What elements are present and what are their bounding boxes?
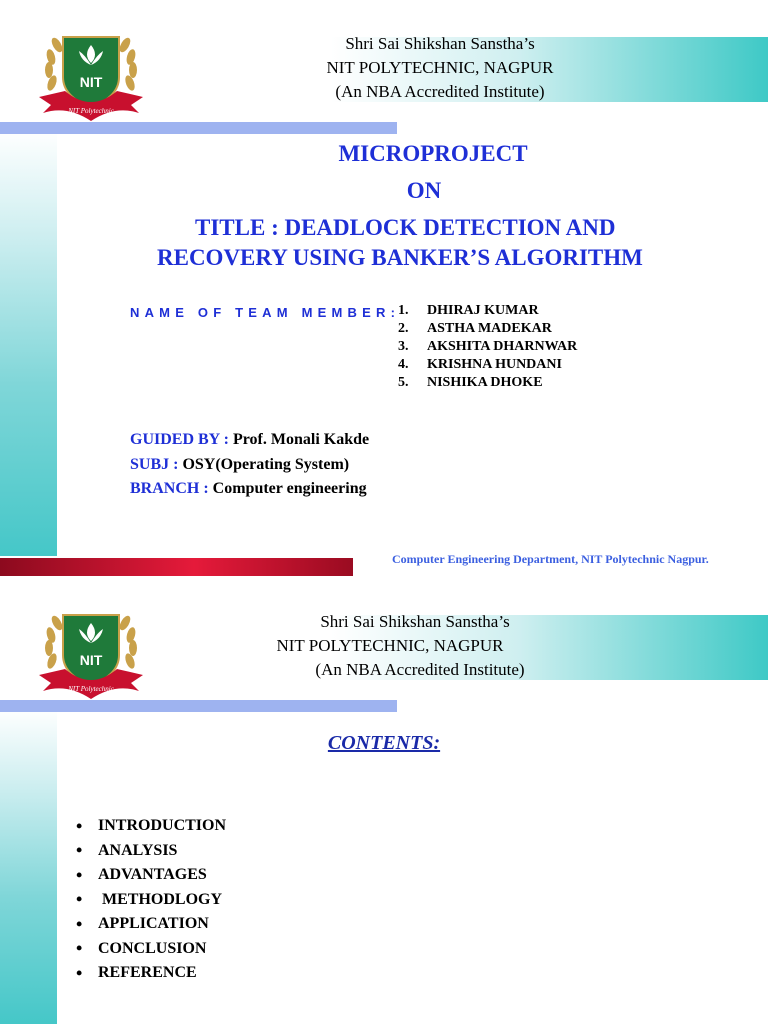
accreditation-note: (An NBA Accredited Institute) [315, 660, 525, 679]
member-name: DHIRAJ KUMAR [427, 303, 539, 318]
nit-logo [35, 25, 147, 123]
team-member-list [398, 302, 577, 392]
institute-header [230, 610, 550, 682]
svg-text:NIT Polytechnic: NIT Polytechnic [68, 107, 114, 115]
contents-slide [0, 578, 768, 1024]
left-gradient-stripe [0, 708, 57, 1024]
svg-text:NIT: NIT [79, 74, 103, 90]
sanstha-name: Shri Sai Shikshan Sanstha’s [345, 34, 535, 53]
contents-list [76, 814, 226, 986]
member-name: ASTHA MADEKAR [427, 321, 552, 336]
list-item: • APPLICATION [76, 913, 209, 934]
list-item: 2. ASTHA MADEKAR [398, 321, 552, 336]
accreditation-note: (An NBA Accredited Institute) [335, 82, 545, 101]
institute-header [260, 32, 620, 104]
subject-value: OSY(Operating System) [182, 456, 350, 473]
branch-label: BRANCH : [130, 480, 213, 497]
bullet-icon: • [76, 840, 83, 861]
guided-by-row [130, 431, 369, 449]
branch-value: Computer engineering [212, 480, 367, 497]
svg-text:NIT Polytechnic: NIT Polytechnic [68, 685, 114, 693]
list-item: • ANALYSIS [76, 840, 178, 861]
svg-text:NIT: NIT [79, 652, 103, 668]
bullet-icon: • [76, 913, 83, 934]
footer-accent-bar [0, 558, 353, 576]
bullet-icon: • [76, 938, 83, 959]
subject-label: SUBJ : [130, 456, 183, 473]
bullet-icon: • [76, 864, 83, 885]
subject-row [130, 456, 349, 474]
list-item: • REFERENCE [76, 962, 197, 983]
on-heading: ON [406, 178, 442, 203]
list-item: 4. KRISHNA HUNDANI [398, 357, 562, 372]
member-name: KRISHNA HUNDANI [427, 357, 562, 372]
header-accent-bar [0, 122, 397, 134]
sanstha-name: Shri Sai Shikshan Sanstha’s [320, 612, 510, 631]
list-item: • CONCLUSION [76, 938, 207, 959]
list-item: 5. NISHIKA DHOKE [398, 375, 543, 390]
project-title-line1: TITLE : DEADLOCK DETECTION AND [195, 215, 616, 240]
project-title-line2: RECOVERY USING BANKER’S ALGORITHM [157, 245, 643, 270]
bullet-icon: • [76, 815, 83, 836]
branch-row [130, 480, 367, 498]
bullet-icon: • [76, 962, 83, 983]
list-item: 1. DHIRAJ KUMAR [398, 303, 539, 318]
microproject-heading: MICROPROJECT [338, 141, 528, 166]
department-footer: Computer Engineering Department, NIT Polytechnic Nagpur. [392, 552, 709, 566]
bullet-icon: • [76, 889, 83, 910]
member-name: AKSHITA DHARNWAR [427, 339, 578, 354]
list-item: 3. AKSHITA DHARNWAR [398, 339, 578, 354]
nit-logo [35, 603, 147, 701]
institute-name: NIT POLYTECHNIC, NAGPUR [276, 636, 504, 655]
contents-heading: CONTENTS: [327, 732, 441, 754]
list-item: • INTRODUCTION [76, 815, 227, 836]
member-name: NISHIKA DHOKE [427, 375, 543, 390]
header-accent-bar [0, 700, 397, 712]
guide-name: Prof. Monali Kakde [232, 431, 370, 448]
team-member-label: NAME OF TEAM MEMBER: [130, 305, 401, 320]
list-item: • ADVANTAGES [76, 864, 207, 885]
guided-by-label: GUIDED BY : [130, 431, 233, 448]
institute-name: NIT POLYTECHNIC, NAGPUR [326, 58, 554, 77]
list-item: • METHODLOGY [76, 889, 223, 910]
